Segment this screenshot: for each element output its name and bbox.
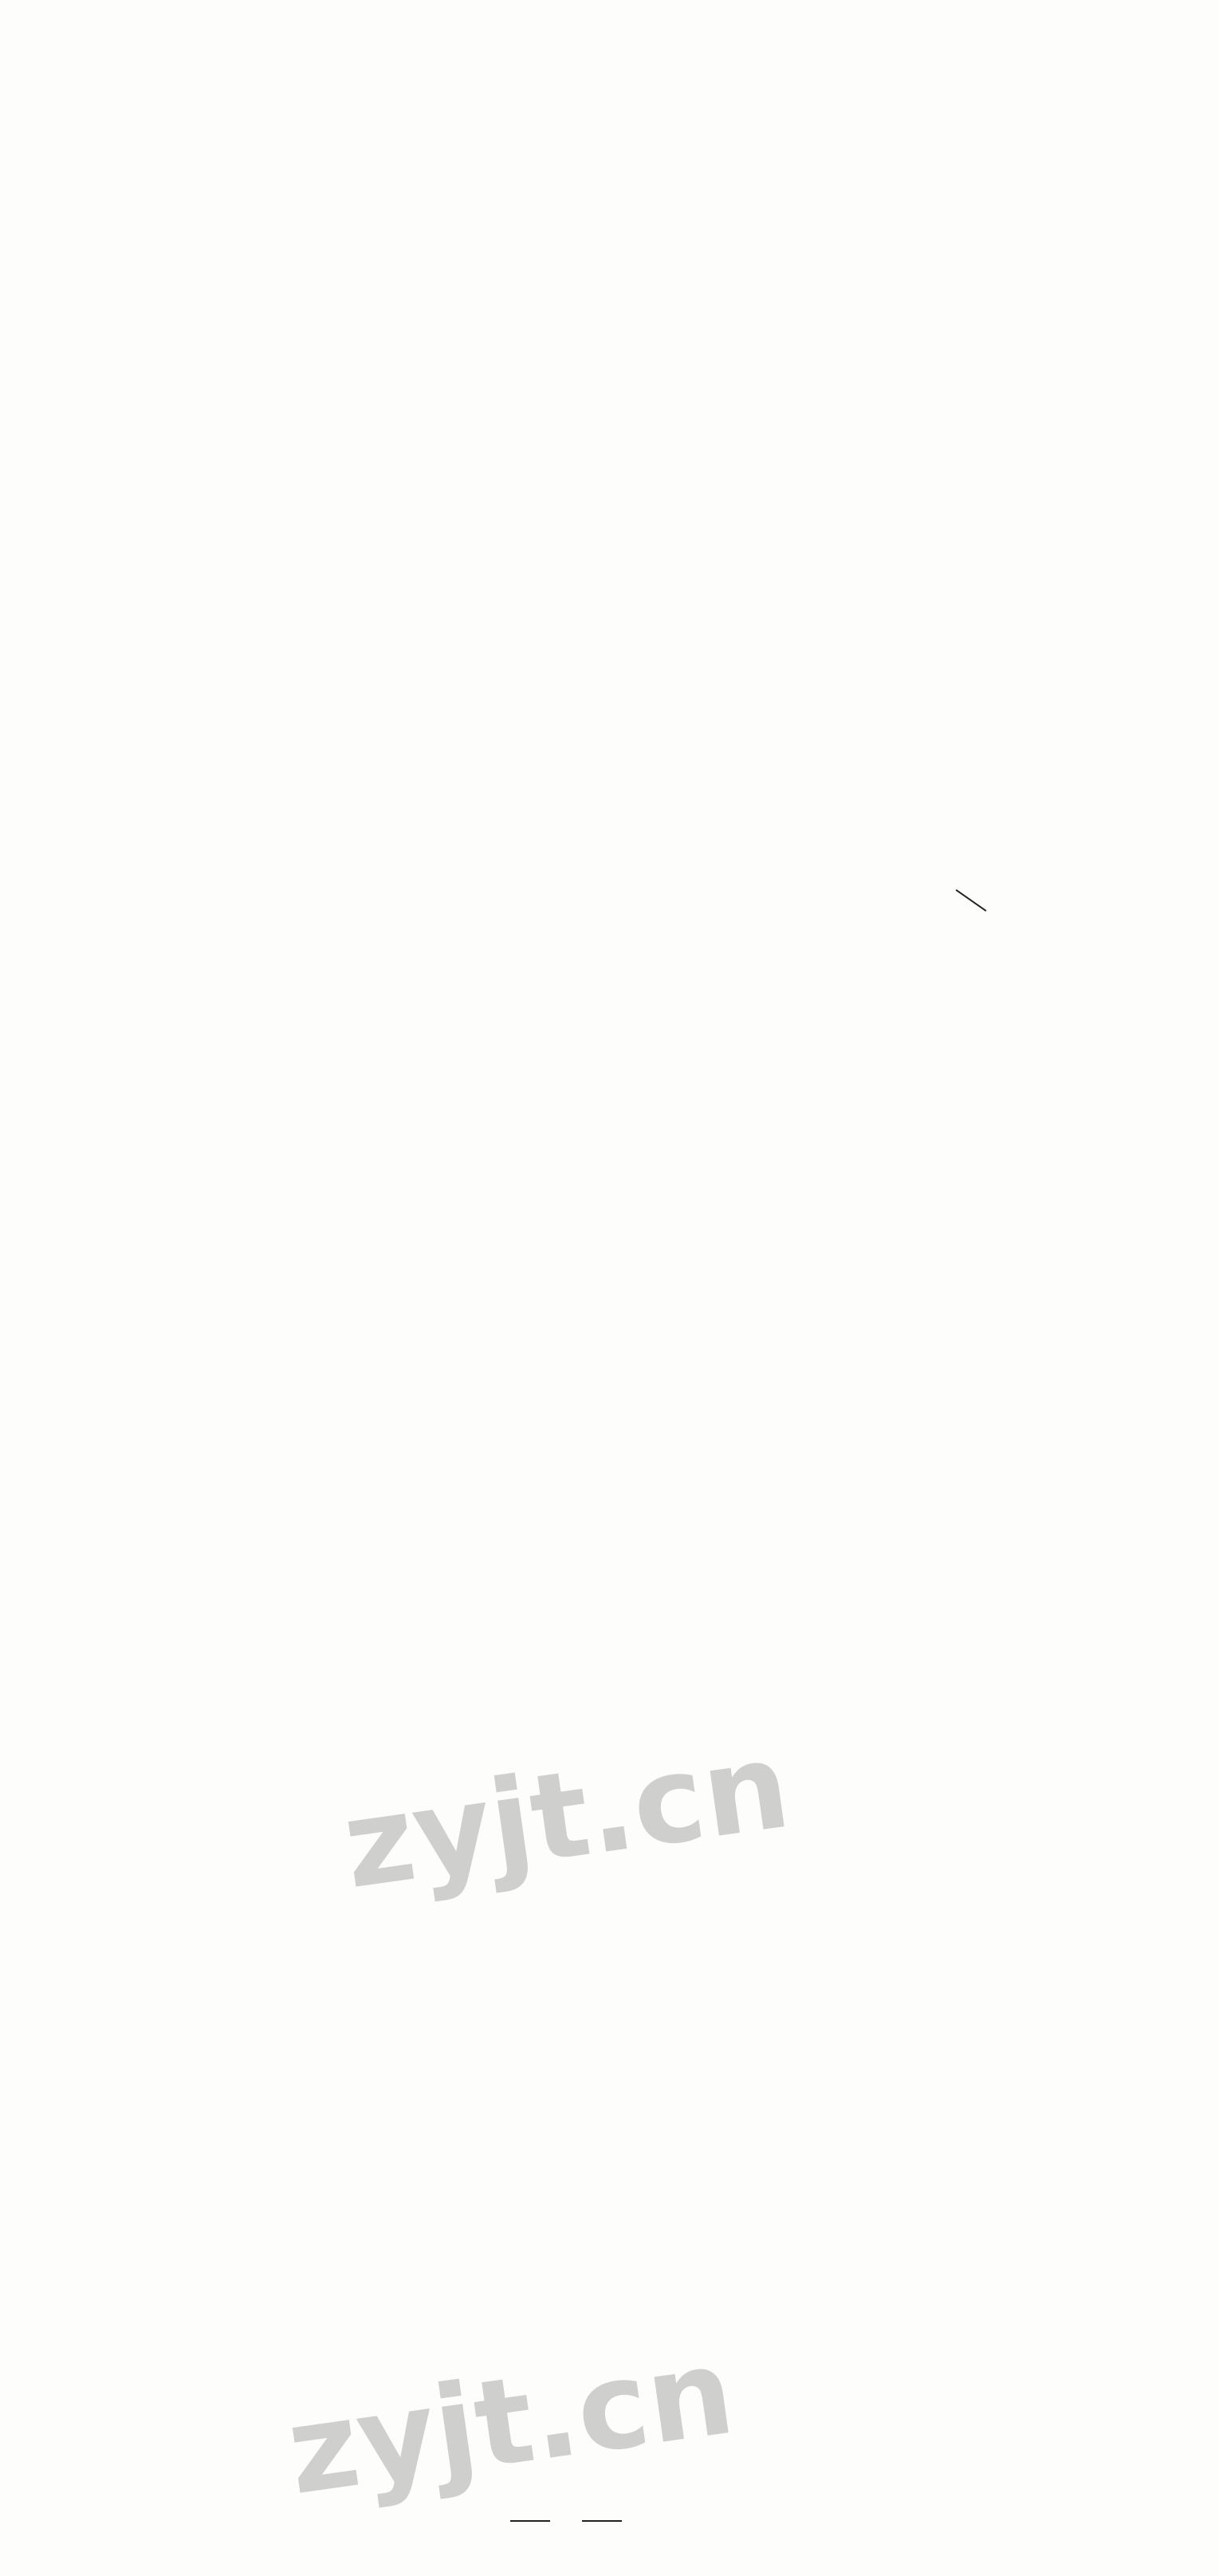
correction-line <box>89 1172 124 1204</box>
watermark-logo: zyjt.cn <box>279 2322 742 2523</box>
page-number <box>494 2496 638 2539</box>
strike-mark <box>956 889 987 912</box>
correction-line <box>89 1000 97 1032</box>
correction-line <box>89 1230 108 1262</box>
watermark-logo: zyjt.cn <box>335 1715 798 1916</box>
correction-line <box>89 1058 118 1089</box>
correction-line <box>148 932 217 963</box>
correction-line <box>89 1115 105 1147</box>
